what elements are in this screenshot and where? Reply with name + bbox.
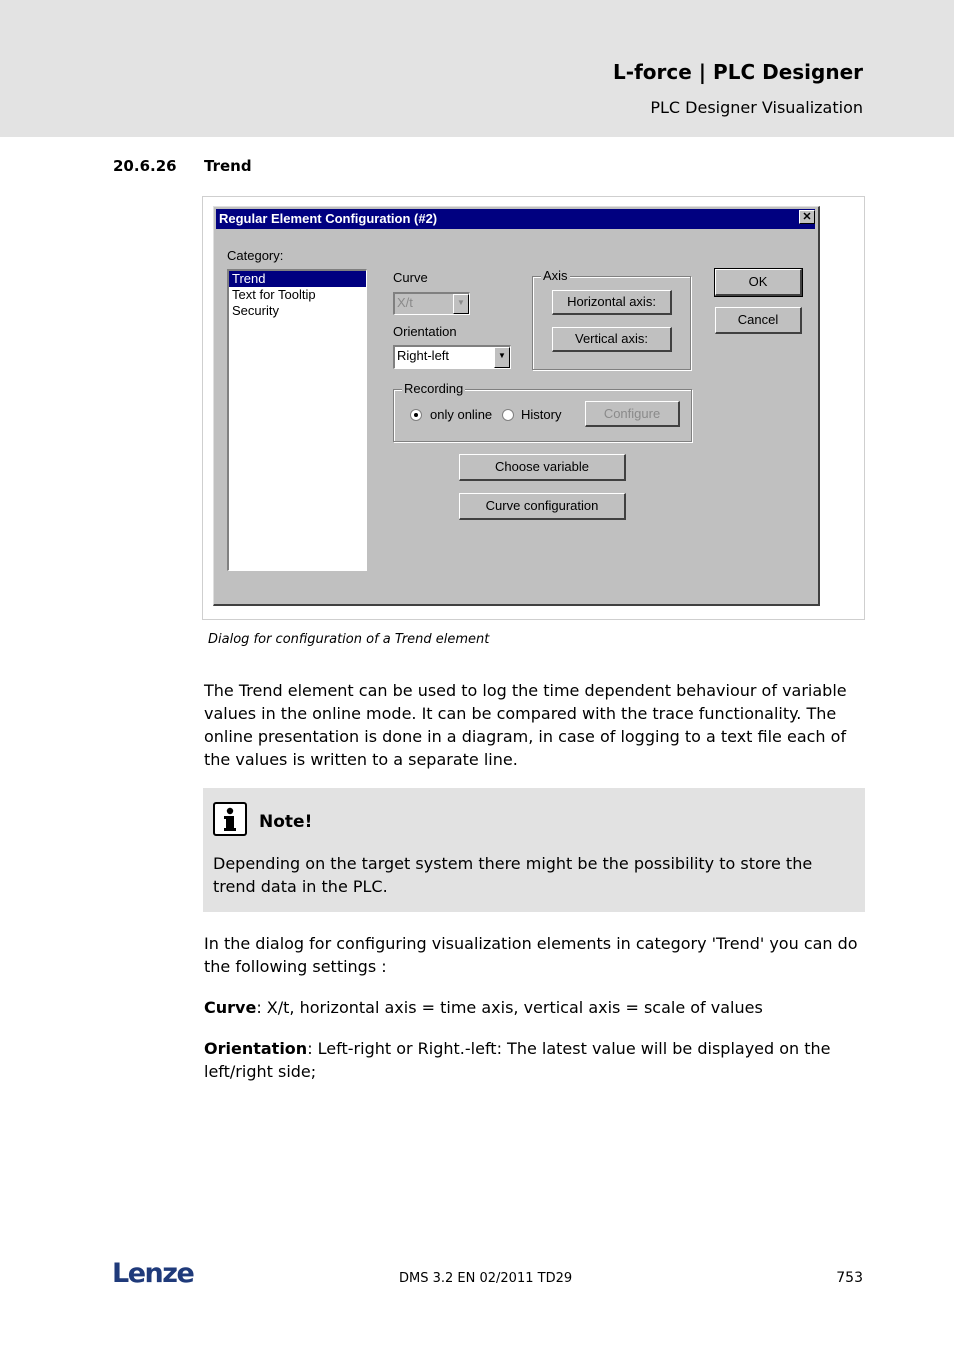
dialog-title: Regular Element Configuration (#2): [219, 211, 438, 226]
orientation-description: : Left-right or Right.-left: The latest value will be displayed on the left/right side;: [204, 1039, 831, 1081]
curve-select-value: X/t: [397, 295, 413, 310]
dialog-title-bar: [216, 209, 815, 229]
section-number: 20.6.26: [113, 157, 177, 175]
radio-only-online[interactable]: [410, 409, 422, 421]
settings-intro-paragraph: In the dialog for configuring visualization elements in category 'Trend' you can do the following settings :: [204, 934, 858, 976]
curve-label: Curve: [393, 270, 428, 285]
orientation-select-value: Right-left: [397, 348, 450, 363]
recording-group-label: Recording: [404, 381, 464, 396]
cancel-button[interactable]: Cancel: [715, 307, 802, 334]
curve-select: [393, 292, 470, 315]
note-title: Note!: [259, 812, 313, 832]
chevron-down-icon[interactable]: ▼: [494, 347, 510, 368]
page-number: 753: [836, 1270, 863, 1286]
section-title: Trend: [204, 157, 252, 175]
chevron-down-icon: ▼: [453, 294, 469, 314]
vertical-axis-button[interactable]: Vertical axis:: [552, 327, 672, 352]
orientation-select[interactable]: [393, 345, 511, 369]
category-label: Category:: [227, 248, 284, 263]
footer-doc-id: DMS 3.2 EN 02/2011 TD29: [399, 1271, 573, 1286]
figure-caption: Dialog for configuration of a Trend element: [208, 632, 490, 647]
configure-button: Configure: [585, 401, 680, 427]
curve-term: Curve: [204, 998, 257, 1017]
radio-history-label: History: [521, 407, 562, 422]
orientation-term: Orientation: [204, 1039, 308, 1058]
orientation-definition: [204, 1037, 866, 1083]
axis-group-label: Axis: [543, 268, 568, 283]
orientation-label: Orientation: [393, 324, 457, 339]
intro-paragraph: The Trend element can be used to log the time dependent behaviour of variable values in the online mode. It can be compared with the trace functionality. The online presentation is done in a diagram, in case of logging to a text file each of the values is written to a separate line.: [204, 681, 847, 769]
horizontal-axis-button[interactable]: Horizontal axis:: [552, 290, 672, 315]
config-dialog: [213, 206, 820, 606]
category-list[interactable]: [227, 269, 367, 571]
ok-button[interactable]: OK: [715, 269, 802, 296]
radio-only-online-label: only online: [430, 407, 493, 422]
choose-variable-button[interactable]: Choose variable: [459, 454, 626, 481]
category-item-trend[interactable]: Trend: [229, 271, 366, 287]
category-item-tooltip[interactable]: Text for Tooltip: [232, 287, 316, 302]
curve-description: : X/t, horizontal axis = time axis, vertical axis = scale of values: [256, 998, 763, 1017]
category-item-security[interactable]: Security: [232, 303, 279, 318]
curve-definition: [204, 996, 866, 1019]
header-subtitle: PLC Designer Visualization: [650, 98, 863, 117]
note-box: [203, 788, 865, 912]
note-text: Depending on the target system there might be the possibility to store the trend data in the PLC.: [213, 854, 813, 896]
lenze-logo: Lenze: [112, 1258, 194, 1289]
curve-configuration-button[interactable]: Curve configuration: [459, 493, 626, 520]
radio-history[interactable]: [502, 409, 514, 421]
close-icon[interactable]: ✕: [799, 210, 815, 224]
info-icon: [213, 802, 247, 836]
header-title: L-force | PLC Designer: [613, 60, 863, 84]
